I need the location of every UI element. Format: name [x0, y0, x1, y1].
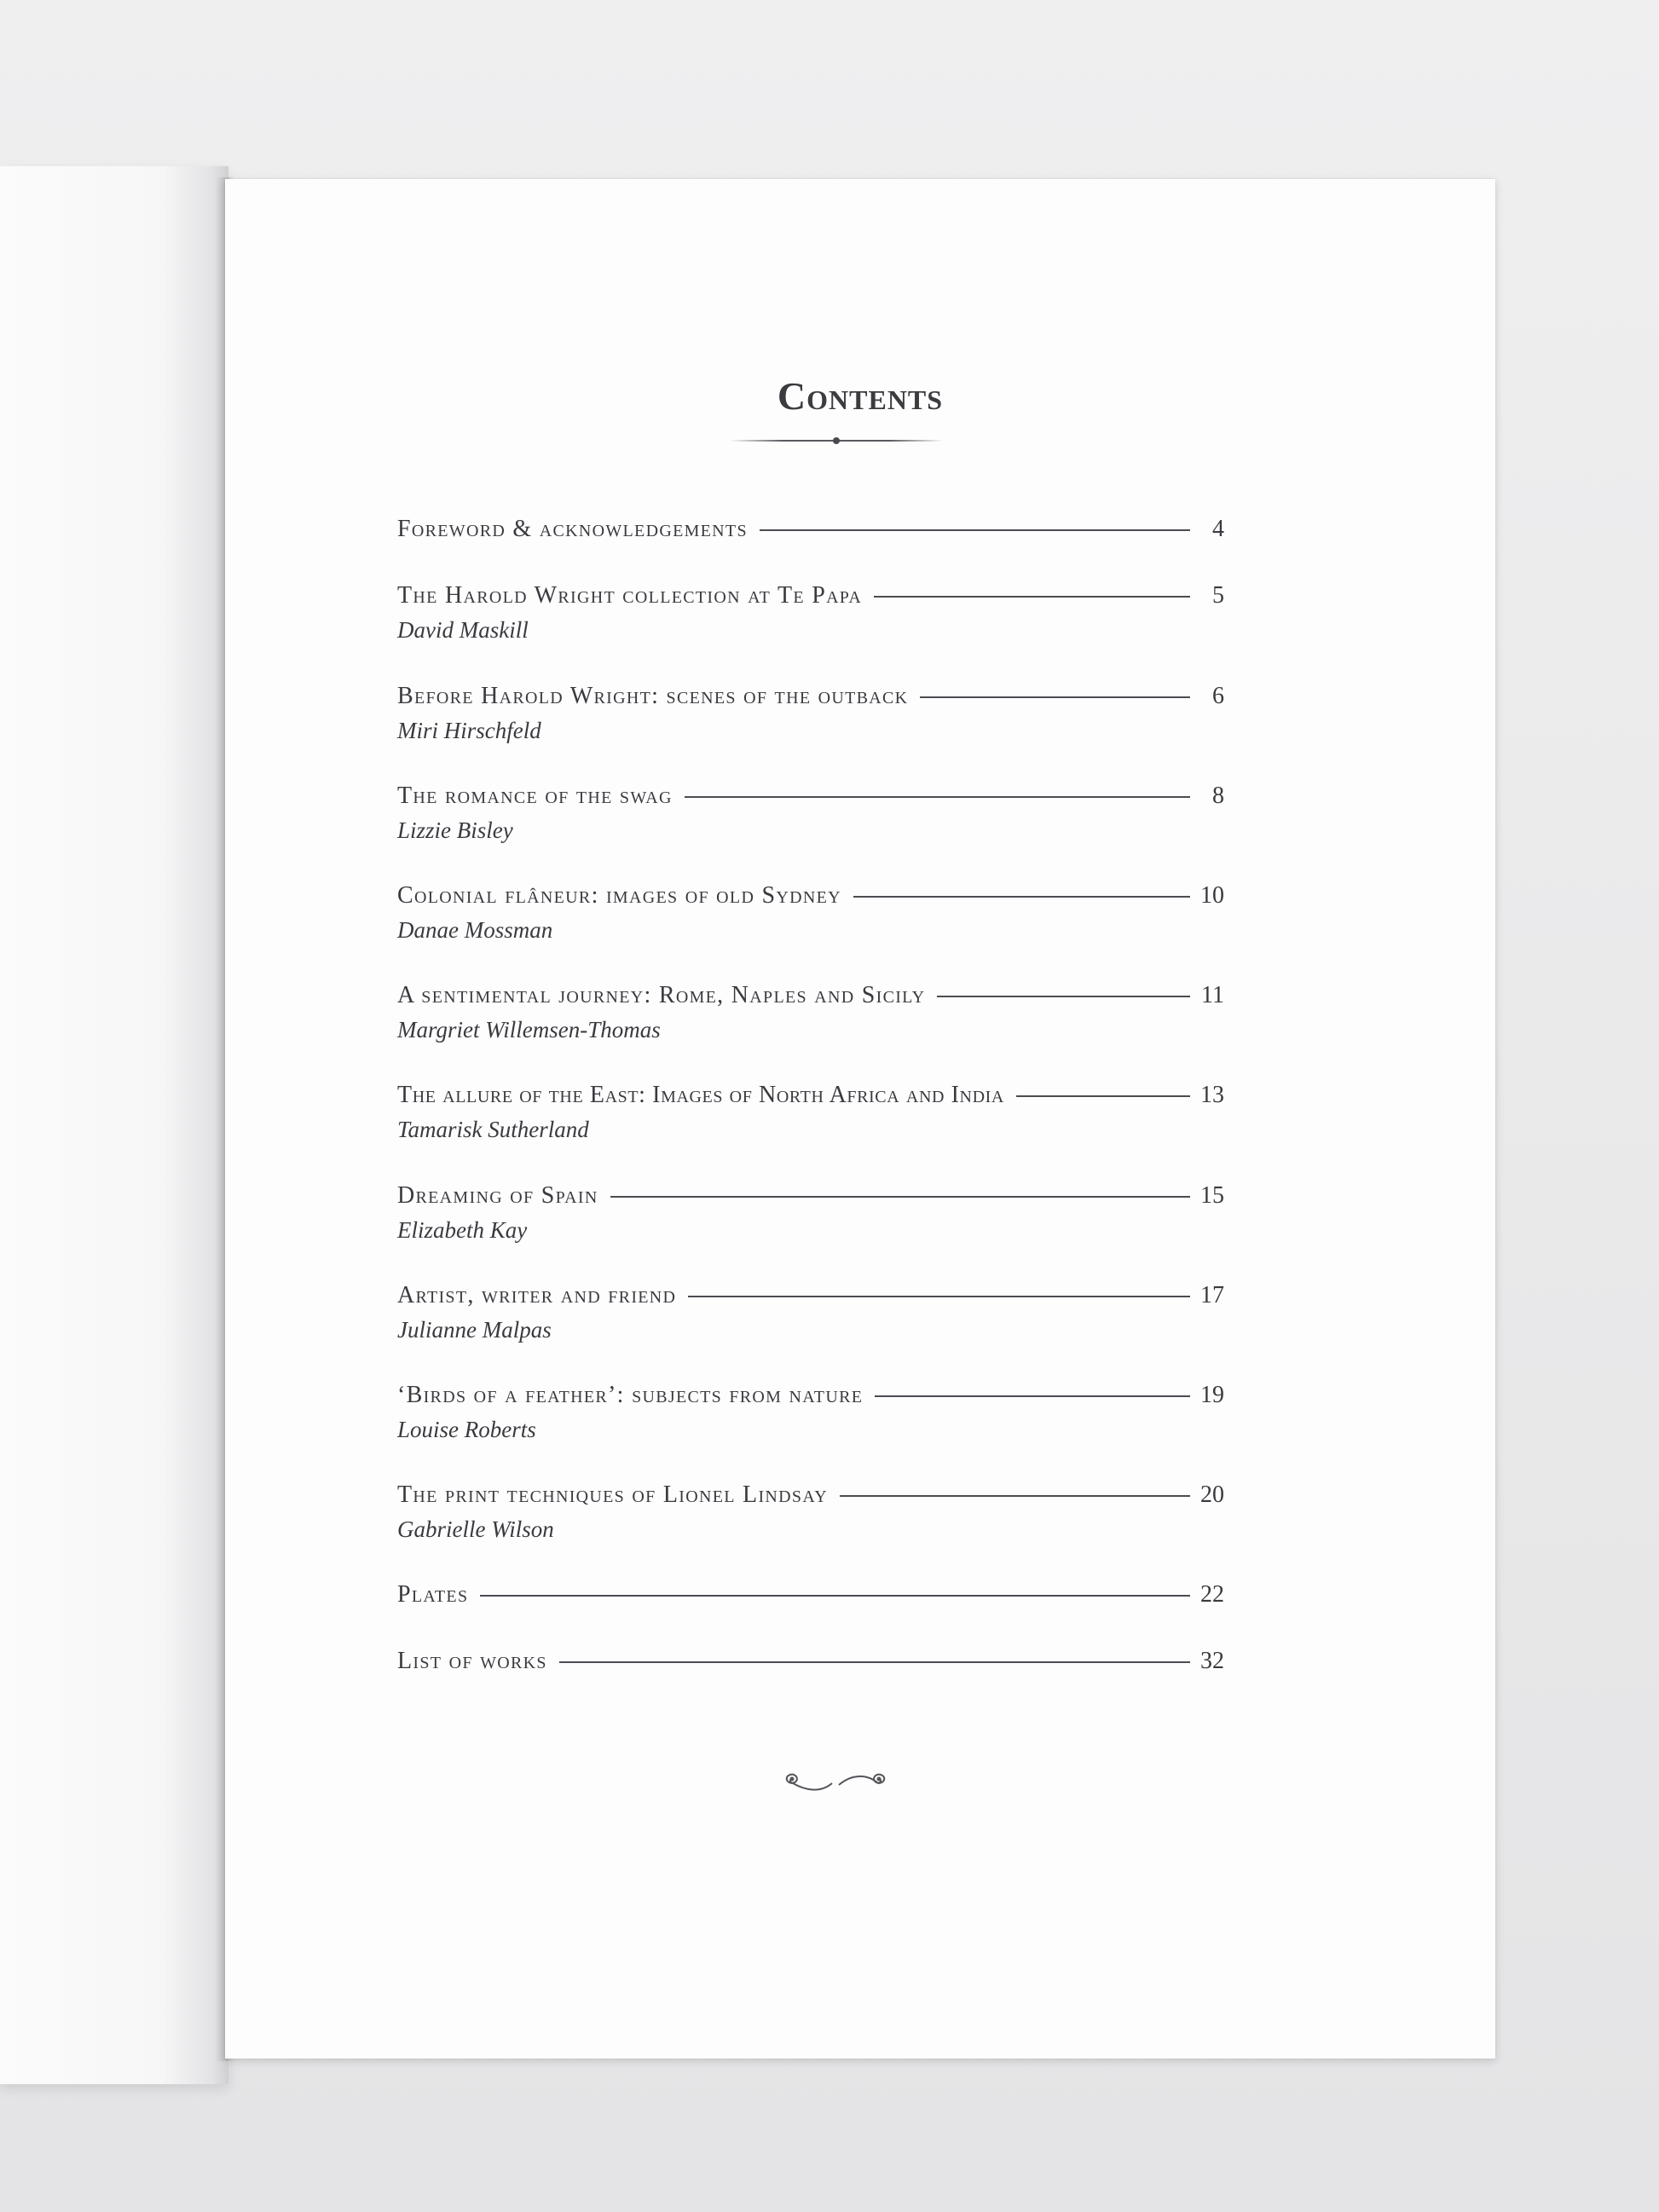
toc-entry-title: Before Harold Wright: scenes of the outback: [397, 683, 909, 709]
toc-entry-line: [397, 581, 1224, 610]
leader-line: [688, 1296, 1190, 1297]
toc-entry[interactable]: [397, 1281, 1224, 1346]
toc-page-number: 17: [1200, 1282, 1224, 1308]
toc-page-number: 20: [1200, 1481, 1224, 1508]
toc-entry-line: [397, 1647, 1224, 1676]
leader-line: [937, 996, 1190, 997]
toc-entry-title: Plates: [397, 1581, 469, 1608]
toc-entry-line: [397, 881, 1224, 910]
toc-page-number: 32: [1200, 1648, 1224, 1674]
toc-entry-title: Colonial flâneur: images of old Sydney: [397, 882, 841, 909]
toc-entry-line: [397, 1381, 1224, 1410]
leader-line: [480, 1595, 1190, 1597]
toc-entry-title: List of works: [397, 1648, 547, 1674]
toc-entry[interactable]: [397, 1081, 1224, 1146]
toc-page-number: 22: [1200, 1581, 1224, 1608]
toc-entry-title: Artist, writer and friend: [397, 1282, 677, 1308]
leader-line: [610, 1196, 1190, 1198]
toc-entry-author: Margriet Willemsen-Thomas: [397, 1017, 661, 1042]
toc-entry-author: David Maskill: [397, 617, 529, 643]
toc-entry-author: Danae Mossman: [397, 917, 553, 943]
toc-entry-author: Julianne Malpas: [397, 1317, 552, 1343]
left-page: [0, 166, 228, 2084]
toc-entry[interactable]: [397, 682, 1224, 747]
leader-line: [920, 696, 1190, 698]
toc-entry[interactable]: [397, 515, 1224, 544]
toc-entry[interactable]: [397, 981, 1224, 1046]
toc-page-number: 5: [1212, 582, 1224, 609]
toc-entry-line: [397, 981, 1224, 1010]
title-rule-dot: [833, 437, 840, 444]
toc-entry[interactable]: [397, 1381, 1224, 1446]
leader-line: [875, 1395, 1190, 1397]
leader-line: [559, 1661, 1190, 1663]
toc-entry-title: Foreword & acknowledgements: [397, 516, 748, 542]
toc-entry-title: A sentimental journey: Rome, Naples and Sicily: [397, 982, 926, 1008]
toc-entry-author: Elizabeth Kay: [397, 1217, 528, 1243]
toc-entry-title: The allure of the East: Images of North Africa and India: [397, 1082, 1004, 1108]
toc-entry-author: Louise Roberts: [397, 1417, 536, 1442]
toc-entry-title: The print techniques of Lionel Lindsay: [397, 1481, 828, 1508]
toc-entry[interactable]: [397, 1580, 1224, 1609]
leader-line: [874, 596, 1190, 598]
toc-entry-line: [397, 782, 1224, 811]
toc-entry-line: [397, 1481, 1224, 1510]
leader-line: [853, 896, 1190, 898]
toc-entry[interactable]: [397, 782, 1224, 846]
toc-entry[interactable]: [397, 1647, 1224, 1676]
toc-entry-title: Dreaming of Spain: [397, 1182, 598, 1209]
toc-entry-line: [397, 1081, 1224, 1110]
leader-line: [840, 1495, 1190, 1497]
toc-entry-line: [397, 1580, 1224, 1609]
toc-entry[interactable]: [397, 1481, 1224, 1545]
toc-entry-line: [397, 682, 1224, 711]
toc-page-number: 6: [1212, 683, 1224, 709]
toc-entry-author: Miri Hirschfeld: [397, 718, 541, 743]
toc-entry-author: Tamarisk Sutherland: [397, 1117, 589, 1142]
toc-entry[interactable]: [397, 581, 1224, 646]
toc-entry-line: [397, 1281, 1224, 1310]
toc-entry-title: The Harold Wright collection at Te Papa: [397, 582, 863, 609]
toc-page-number: 19: [1200, 1382, 1224, 1408]
toc-page-number: 11: [1201, 982, 1224, 1008]
leader-line: [685, 796, 1190, 798]
toc-page-number: 15: [1200, 1182, 1224, 1209]
leader-line: [760, 529, 1190, 531]
toc-entry-title: The romance of the swag: [397, 783, 673, 809]
toc-entry-line: [397, 1181, 1224, 1210]
toc-page-number: 4: [1212, 516, 1224, 542]
toc-page-number: 8: [1212, 783, 1224, 809]
toc-entry[interactable]: [397, 881, 1224, 946]
flourish-ornament-icon: [779, 1764, 892, 1804]
toc-entry-title: ‘Birds of a feather’: subjects from nature: [397, 1382, 864, 1408]
toc-page-number: 13: [1200, 1082, 1224, 1108]
toc-entry-author: Lizzie Bisley: [397, 817, 513, 843]
toc-entry[interactable]: [397, 1181, 1224, 1246]
toc-page-number: 10: [1200, 882, 1224, 909]
toc-entry-line: [397, 515, 1224, 544]
page-title: Contents: [777, 374, 944, 418]
contents-page: [225, 179, 1495, 2059]
toc-entry-author: Gabrielle Wilson: [397, 1516, 554, 1542]
leader-line: [1016, 1095, 1190, 1097]
